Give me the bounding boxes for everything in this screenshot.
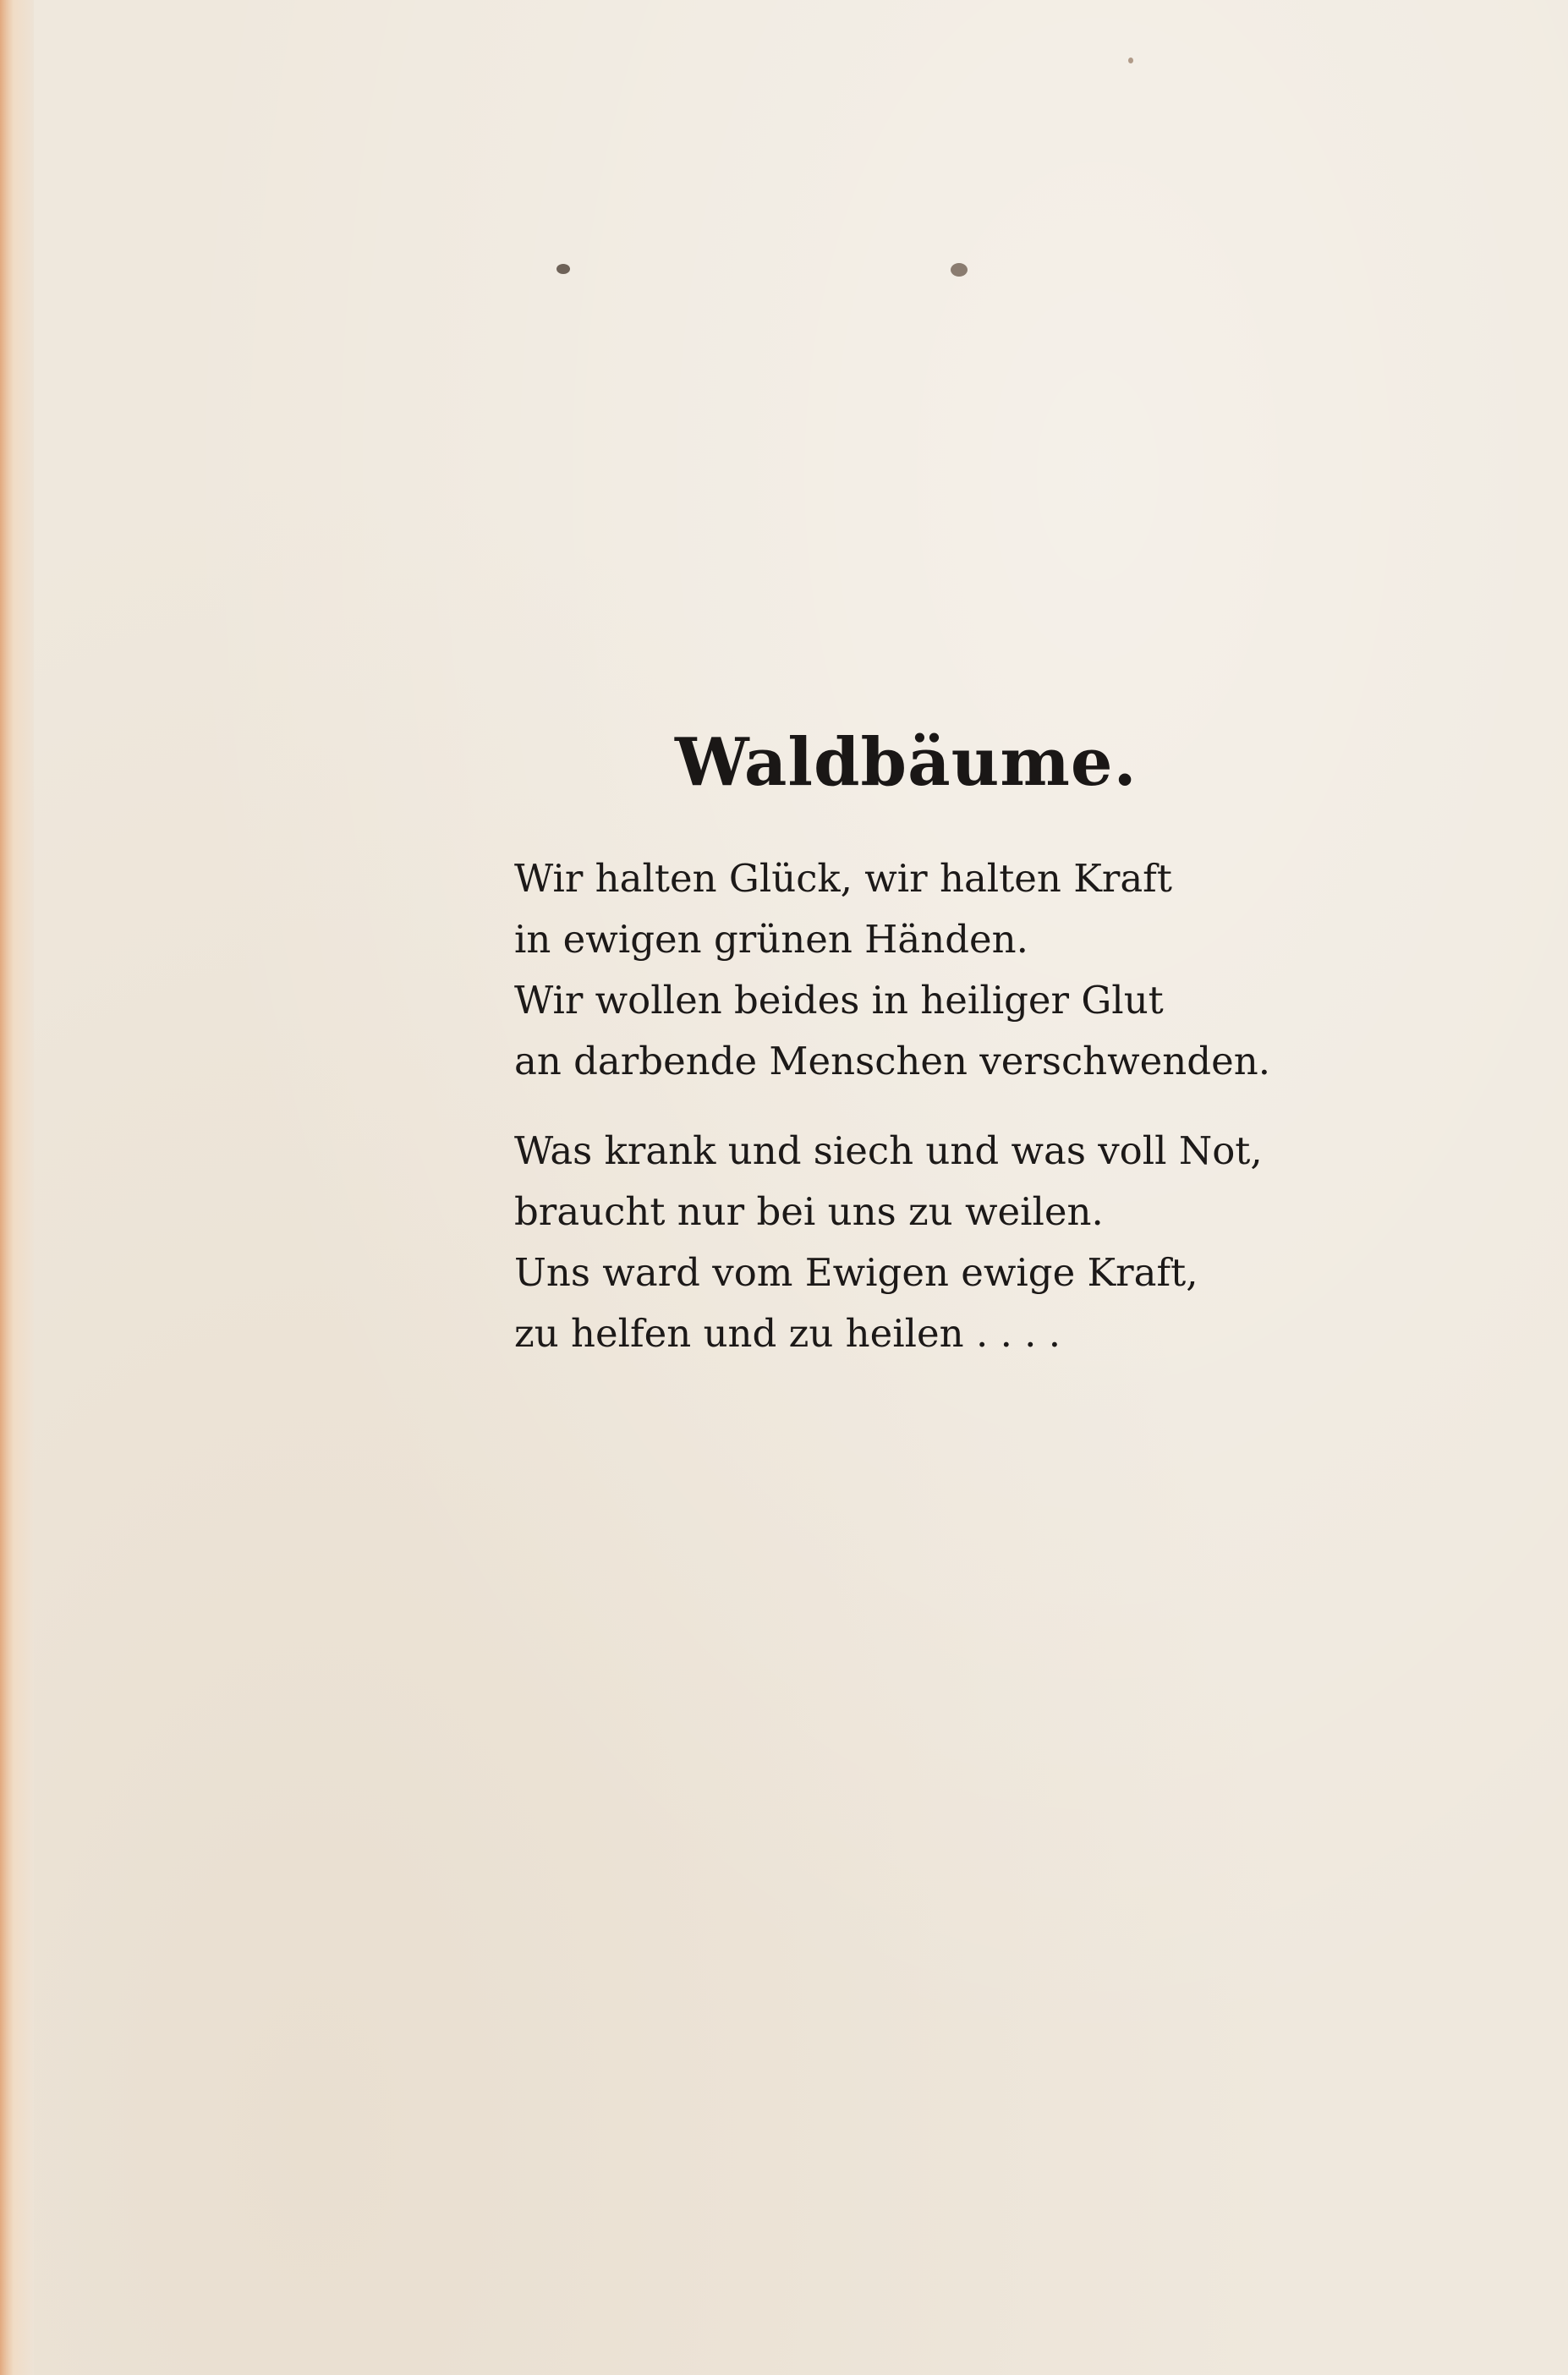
poem-line: Wir halten Glück, wir halten Kraft [514, 856, 1172, 901]
poem-stanza-2 [514, 1121, 1360, 1364]
poem-line: an darbende Menschen verschwenden. [514, 1039, 1271, 1083]
poem-title: Waldbäume. [675, 724, 1138, 801]
poem-line: Wir wollen beides in heiliger Glut [514, 978, 1164, 1023]
paper-blemish [951, 263, 968, 277]
paper-blemish [1128, 58, 1133, 63]
poem-line: braucht nur bei uns zu weilen. [514, 1189, 1104, 1234]
poem-line: Uns ward vom Ewigen ewige Kraft, [514, 1250, 1198, 1295]
page-edge [0, 0, 34, 2375]
poem-line: in ewigen grünen Händen. [514, 917, 1028, 962]
poem-line: Was krank und siech und was voll Not, [514, 1128, 1263, 1173]
poem-stanza-1 [514, 848, 1360, 1092]
paper-blemish [556, 264, 570, 274]
poem-line: zu helfen und zu heilen . . . . [514, 1311, 1061, 1356]
